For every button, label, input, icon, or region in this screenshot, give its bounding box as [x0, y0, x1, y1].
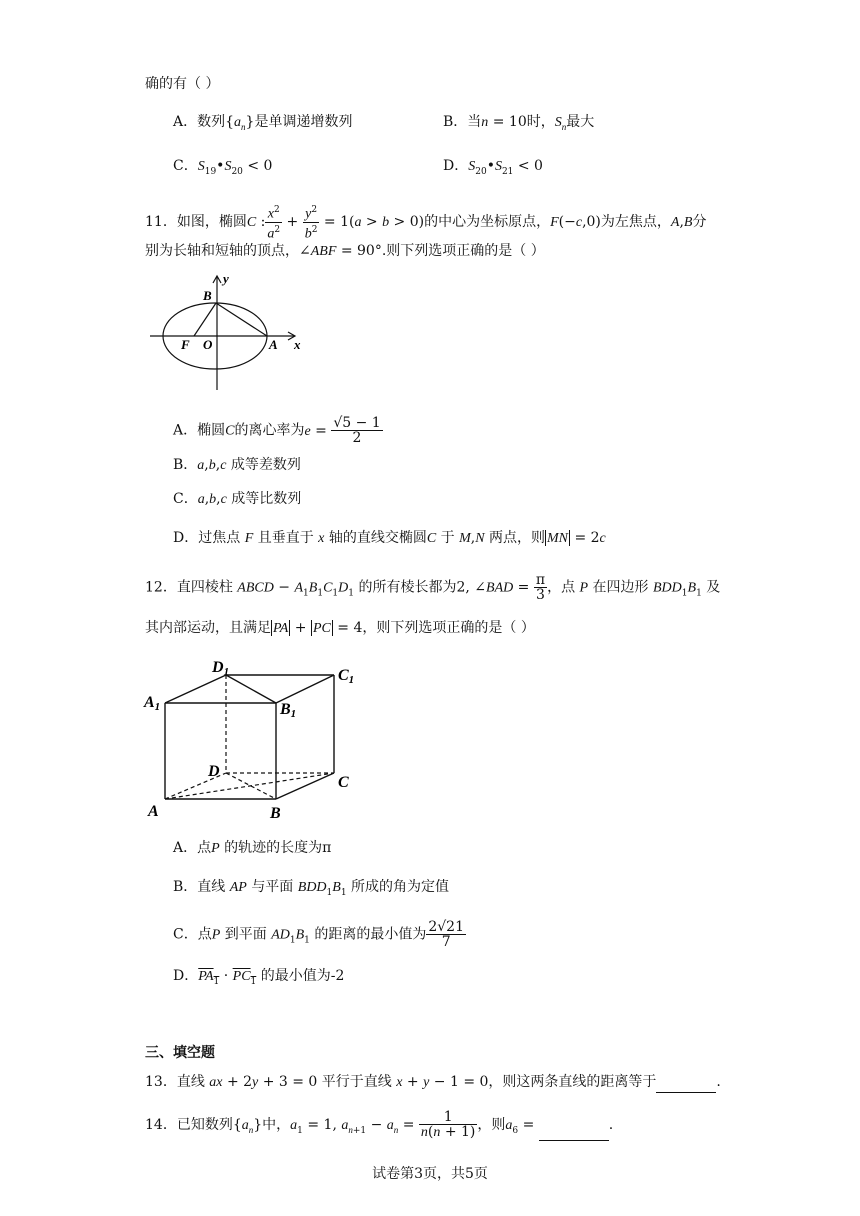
option-label: A． — [173, 114, 198, 130]
q12-option-b[interactable]: B．直线 AP 与平面 $BDD_1B_1$ 所成的角为定值 — [173, 879, 450, 898]
svg-text:D: D — [208, 763, 220, 780]
q12-stem-line1: 12．直四棱柱 ABCD − $A_1B_1C_1D_1$ 的所有棱长都为2, ∠BAD = $\frac{\pi}{3}$ ，点 P 在四边形 $BDD_1B_1$ 及 — [145, 572, 721, 603]
option-text: 最大 — [566, 114, 595, 130]
page-footer: 试卷第3页，共5页 — [372, 1166, 488, 1182]
svg-text:C1: C1 — [338, 667, 355, 686]
label-y: y — [223, 271, 229, 286]
q11-option-a[interactable]: A．椭圆C的离心率为e = $\frac{√5 - 1}{2}$ — [173, 415, 381, 446]
q13-number: 13． — [145, 1074, 177, 1090]
q11-number: 11． — [145, 214, 177, 231]
q10-option-c[interactable]: C．$S_{19}•S_{20} < 0$ — [173, 158, 273, 177]
q10-tail-text: 确的有（ ） — [145, 76, 220, 92]
label-x: x — [294, 337, 301, 352]
svg-text:A1: A1 — [144, 694, 161, 713]
svg-text:C: C — [338, 774, 349, 791]
option-label: B． — [443, 114, 468, 130]
q13-line: 13．直线 ax + 2y + 3 = 0 平行于直线 x + y − 1 = 0，则这两条直线的距离等于 . — [145, 1072, 721, 1093]
q10-stem-tail — [145, 74, 219, 94]
q14-number: 14． — [145, 1117, 177, 1133]
option-text: 时， — [526, 114, 555, 130]
q11-option-c[interactable]: C．a,b,c 成等比数列 — [173, 491, 302, 507]
svg-text:B1: B1 — [280, 701, 297, 720]
svg-text:A: A — [148, 803, 159, 820]
q12-number: 12． — [145, 579, 177, 596]
q10-option-d[interactable]: D．$S_{20}•S_{21} < 0$ — [443, 158, 543, 177]
q14-answer-blank[interactable] — [539, 1124, 609, 1141]
q10-option-a[interactable]: A．数列$\{a_n\}$是单调递增数列 — [173, 114, 353, 132]
q11-option-d[interactable]: D．过焦点 F 且垂直于 x 轴的直线交椭圆C 于 M,N 两点，则 MN = 2c — [173, 530, 606, 546]
label-b: B — [203, 288, 212, 303]
q12-option-c[interactable]: C．点P 到平面 $AD_1B_1$ 的距离的最小值为 $\frac{2√21}{7}$ — [173, 919, 464, 950]
svg-text:B: B — [270, 805, 281, 822]
q13-answer-blank[interactable] — [656, 1076, 716, 1093]
label-o: O — [203, 337, 213, 352]
option-text: 数列 — [197, 114, 226, 130]
q11-stem-line1: 11．如图，椭圆C : $\frac{x^2}{a^2}$ + $\frac{y^2}{b^2}$ = 1(a > b > 0)的中心为坐标原点，F(−c,0)为左焦点，A,B分 — [145, 205, 707, 242]
q14-line: 14．已知数列$\{a_n\}$中，$a_1 = 1$, $a_{n+1} - a_n$ = $\frac{1}{n(n + 1)}$ ，则$a_6$ = . — [145, 1109, 614, 1140]
q11-stem-line2: 别为长轴和短轴的顶点，∠ABF = 90°.则下列选项正确的是（ ） — [145, 243, 545, 259]
ellipse-figure — [145, 270, 315, 400]
option-label: D． — [443, 158, 469, 174]
option-text: 当 — [467, 114, 482, 130]
option-label: C． — [173, 158, 198, 174]
q12-stem-line2: 其内部运动，且满足 PA + PC = 4，则下列选项正确的是（ ） — [145, 620, 535, 636]
option-text: 是单调递增数列 — [254, 114, 353, 130]
svg-text:D1: D1 — [212, 659, 230, 678]
q10-option-b[interactable]: B．当n = 10时，$S_n$最大 — [443, 114, 595, 132]
prism-figure — [140, 652, 370, 827]
section-title: 三、填空题 — [145, 1045, 215, 1061]
label-a: A — [269, 337, 278, 352]
q12-option-d[interactable]: D．$PA_1 \cdot PC_1$ 的最小值为-2 — [173, 968, 345, 987]
label-f: F — [181, 337, 190, 352]
q12-option-a[interactable]: A．点P 的轨迹的长度为π — [173, 840, 332, 856]
q11-option-b[interactable]: B．a,b,c 成等差数列 — [173, 457, 301, 473]
segment-bf — [194, 303, 216, 336]
